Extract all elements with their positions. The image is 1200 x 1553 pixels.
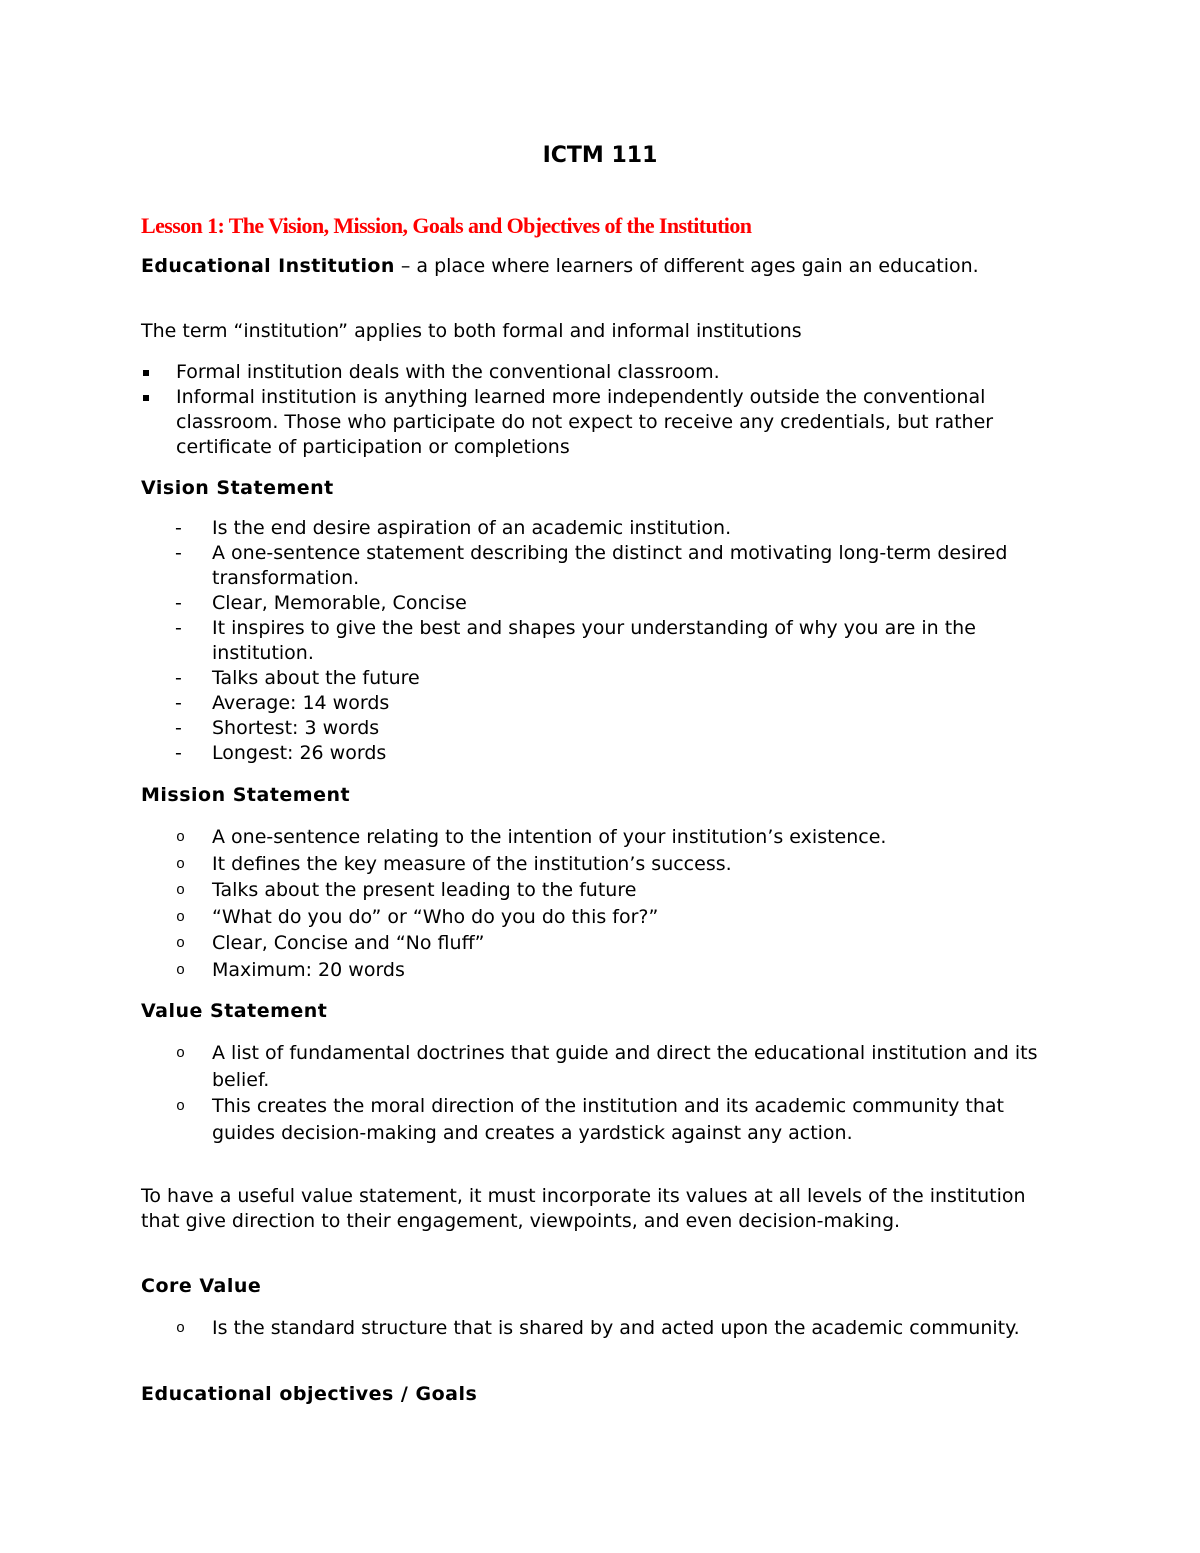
list-item (141, 666, 1061, 691)
list-item (141, 741, 1061, 766)
core-value-list (141, 1315, 1061, 1342)
list-item (141, 385, 1061, 460)
list-item-text: Clear, Concise and “No fluff” (212, 932, 485, 954)
list-item (141, 360, 1061, 385)
mission-list (141, 824, 1061, 983)
list-item (141, 591, 1061, 616)
list-item (141, 824, 1061, 851)
list-item (141, 930, 1061, 957)
dash-bullet-icon: - (175, 542, 182, 564)
circle-bullet-icon: o (176, 961, 186, 979)
list-item-text: Is the end desire aspiration of an academic institution. (212, 517, 732, 539)
list-item-text: It defines the key measure of the institution’s success. (212, 852, 732, 875)
dash-bullet-icon: - (175, 667, 182, 689)
circle-bullet-icon: o (176, 1320, 186, 1337)
objectives-heading: Educational objectives / Goals (141, 1383, 478, 1405)
vision-list (141, 516, 1061, 766)
definition-paragraph (141, 254, 1061, 279)
value-list (141, 1040, 1061, 1146)
dash-bullet-icon: - (175, 592, 182, 614)
circle-bullet-icon: o (176, 908, 186, 926)
value-paragraph: To have a useful value statement, it must incorporate its values at all levels of the institution that give direction to their engagement, viewpoints, and even decision-making. (141, 1185, 1026, 1232)
circle-bullet-icon: o (176, 829, 186, 846)
list-item-text: A one-sentence relating to the intention of your institution’s existence. (212, 826, 887, 848)
list-item-text: It inspires to give the best and shapes your understanding of why you are in the institution. (212, 617, 976, 664)
circle-bullet-icon: o (176, 882, 186, 899)
list-item (141, 851, 1061, 878)
circle-bullet-icon: o (176, 1045, 186, 1062)
intro-paragraph: The term “institution” applies to both formal and informal institutions (141, 320, 802, 342)
circle-bullet-icon: o (176, 1098, 186, 1115)
definition-text: – a place where learners of different ages gain an education. (394, 255, 979, 277)
list-item-text: Average: 14 words (212, 692, 390, 714)
list-item-text: Clear, Memorable, Concise (212, 592, 467, 614)
list-item-text: Informal institution is anything learned more independently outside the conventional classroom. Those who participate do not expect to receive any credentials, but rather certificate of participation or completions (176, 386, 994, 458)
dash-bullet-icon: - (175, 517, 182, 539)
definition-term: Educational Institution (141, 255, 395, 277)
mission-heading: Mission Statement (141, 784, 351, 806)
list-item-text: A list of fundamental doctrines that guide and direct the educational institution and its belief. (212, 1042, 1038, 1091)
list-item-text: Talks about the present leading to the future (212, 879, 637, 901)
list-item-text: Formal institution deals with the conventional classroom. (176, 361, 720, 383)
vision-heading: Vision Statement (141, 477, 334, 499)
list-item (141, 1040, 1061, 1093)
list-item-text: A one-sentence statement describing the distinct and motivating long-term desired transformation. (212, 542, 1008, 589)
list-item-text: “What do you do” or “Who do you do this for?” (212, 905, 659, 928)
value-heading: Value Statement (141, 1000, 328, 1022)
list-item (141, 516, 1061, 541)
list-item (141, 877, 1061, 904)
institution-types-list (141, 360, 1061, 460)
circle-bullet-icon: o (176, 935, 186, 952)
list-item-text: Longest: 26 words (212, 742, 387, 764)
list-item (141, 957, 1061, 984)
dash-bullet-icon: - (175, 717, 182, 739)
list-item-text: This creates the moral direction of the institution and its academic community that guides decision-making and creates a yardstick against any action. (212, 1095, 1004, 1144)
list-item (141, 691, 1061, 716)
list-item (141, 904, 1061, 931)
dash-bullet-icon: - (175, 742, 182, 764)
document-title: ICTM 111 (542, 143, 658, 168)
list-item (141, 616, 1061, 666)
list-item (141, 1093, 1061, 1146)
list-item (141, 1315, 1061, 1342)
lesson-heading: Lesson 1: The Vision, Mission, Goals and Objectives of the Institution (141, 213, 752, 238)
list-item-text: Maximum: 20 words (212, 958, 405, 981)
circle-bullet-icon: o (176, 855, 186, 873)
dash-bullet-icon: - (175, 692, 182, 714)
list-item-text: Talks about the future (212, 667, 420, 689)
list-item (141, 541, 1061, 591)
list-item (141, 716, 1061, 741)
list-item-text: Is the standard structure that is shared by and acted upon the academic community. (212, 1317, 1020, 1339)
list-item-text: Shortest: 3 words (212, 717, 380, 739)
dash-bullet-icon: - (175, 617, 182, 639)
core-value-heading: Core Value (141, 1275, 262, 1297)
